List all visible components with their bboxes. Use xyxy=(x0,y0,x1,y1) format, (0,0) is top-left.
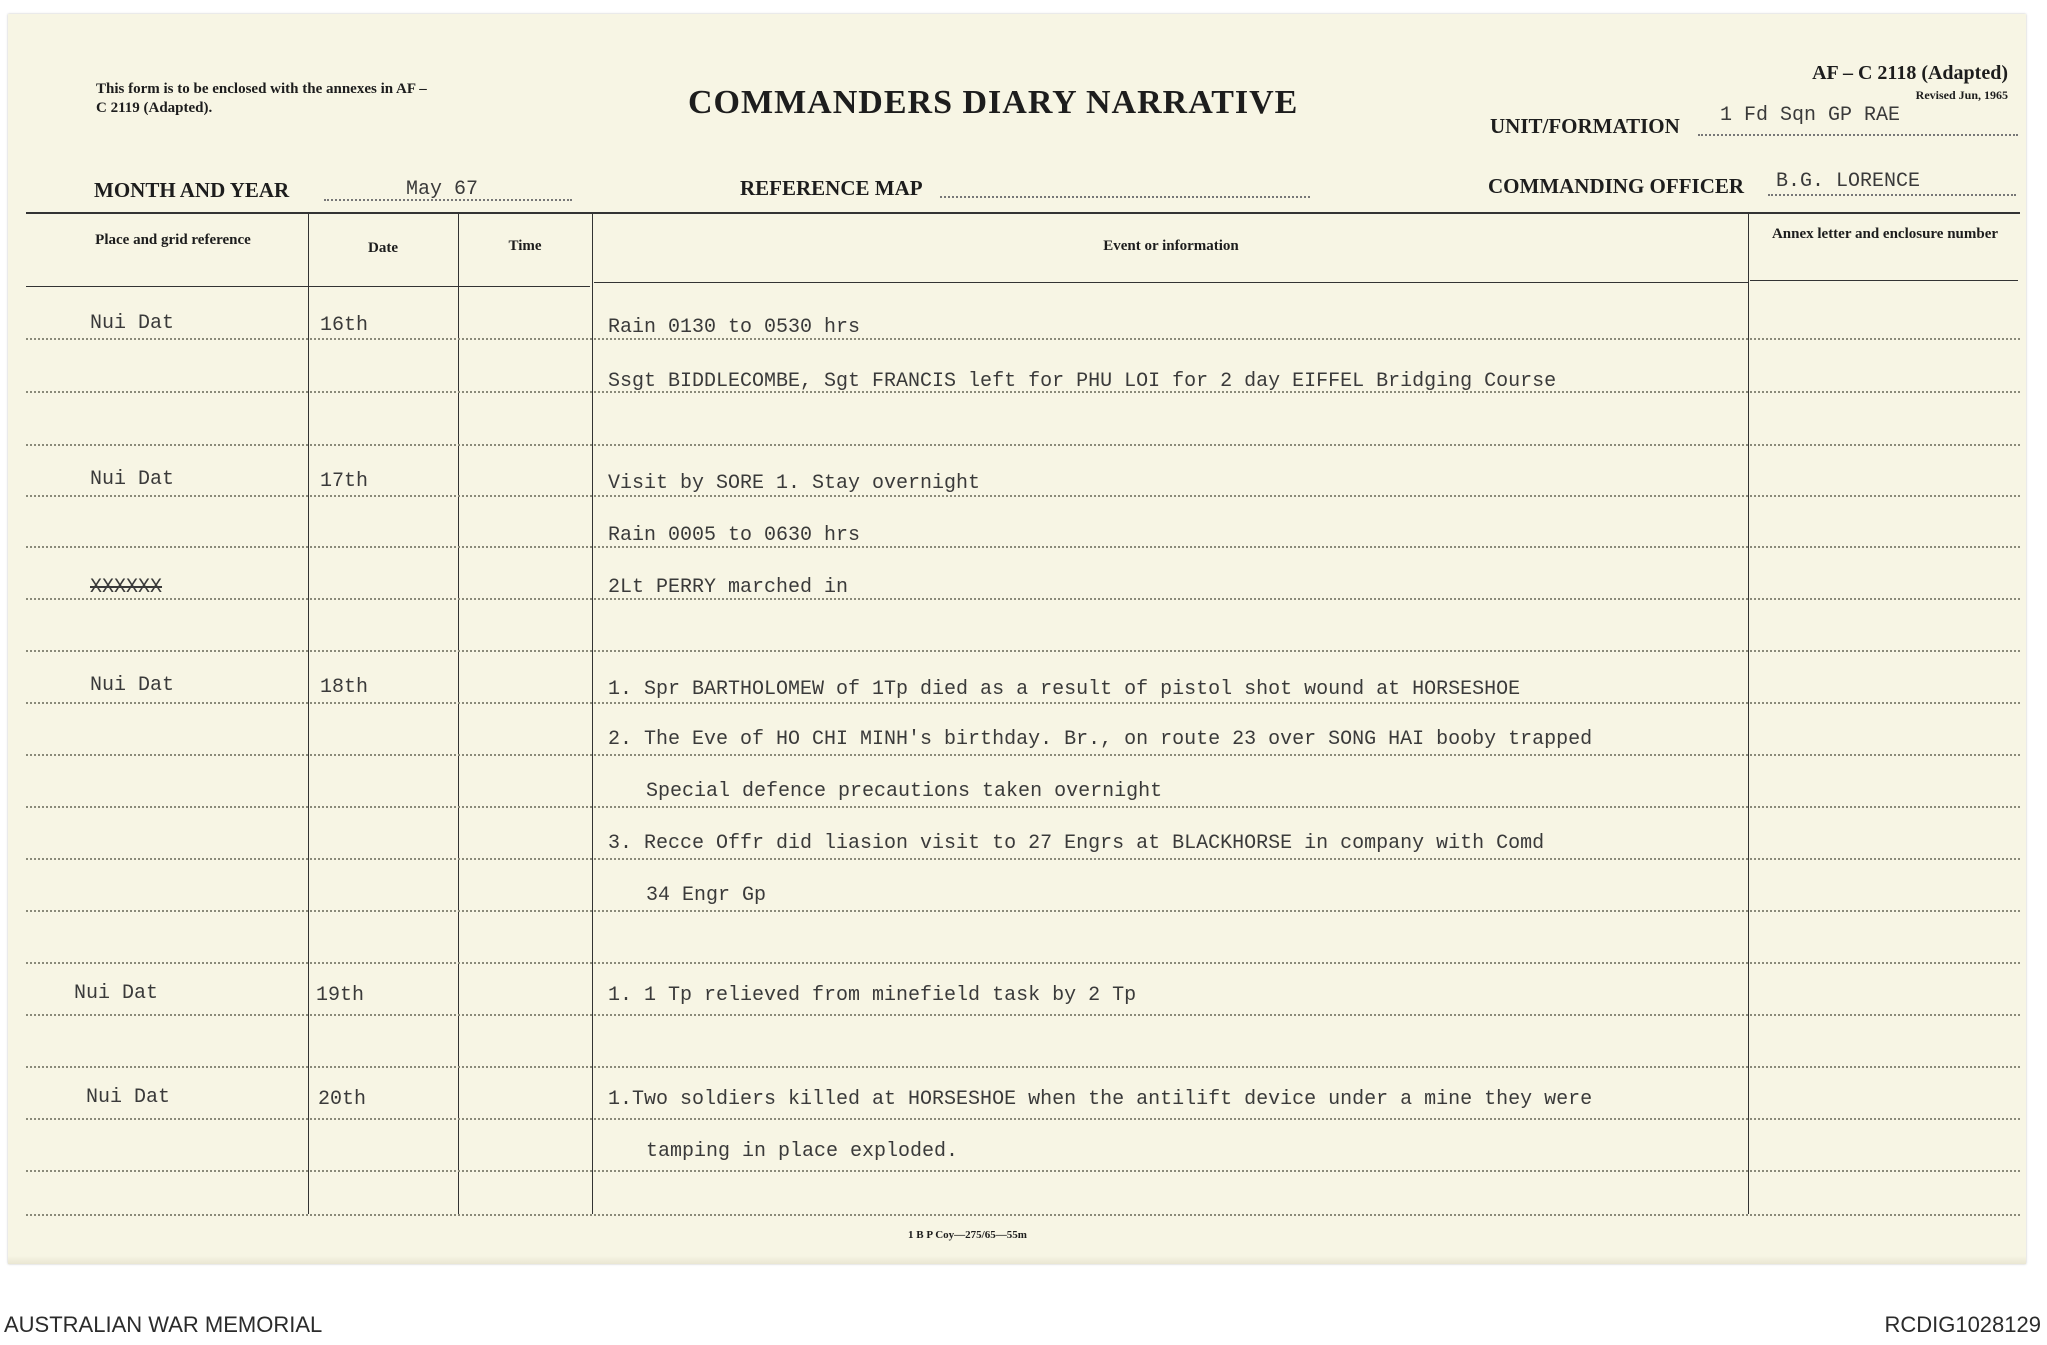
commanding-officer-value: B.G. LORENCE xyxy=(1776,170,1921,193)
row-line xyxy=(26,1014,2020,1016)
month-year-label: MONTH AND YEAR xyxy=(94,178,290,202)
entry-date: 18th xyxy=(320,676,369,699)
entry-place: Nui Dat xyxy=(90,674,175,697)
entry-text: Rain 0130 to 0530 hrs xyxy=(608,316,861,339)
column-header-event: Event or information xyxy=(1103,238,1239,254)
row-line xyxy=(26,910,2020,912)
header-rule-place xyxy=(26,286,308,287)
page-title: COMMANDERS DIARY NARRATIVE xyxy=(688,84,1299,121)
entry-text: 1.Two soldiers killed at HORSESHOE when the antilift device under a mine they were xyxy=(608,1088,1593,1111)
row-line xyxy=(26,754,2020,756)
entry-place: Nui Dat xyxy=(90,468,175,491)
form-number: AF – C 2118 (Adapted) xyxy=(1812,62,2008,84)
entry-text: Rain 0005 to 0630 hrs xyxy=(608,524,861,547)
entry-text: Special defence precautions taken overnight xyxy=(646,780,1163,803)
entry-text: 1. 1 Tp relieved from minefield task by 2 Tp xyxy=(608,984,1137,1007)
column-header-annex: Annex letter and enclosure number xyxy=(1771,226,1999,242)
unit-label: UNIT/FORMATION xyxy=(1490,114,1680,138)
header-rule-date xyxy=(308,286,458,287)
revised-date: Revised Jun, 1965 xyxy=(1915,88,2008,102)
header-rule-event xyxy=(594,282,1748,283)
row-line xyxy=(26,806,2020,808)
header-rule-time xyxy=(458,286,590,287)
entry-text: 34 Engr Gp xyxy=(646,884,767,907)
row-line xyxy=(26,546,2020,548)
entry-text: 1. Spr BARTHOLOMEW of 1Tp died as a result of pistol shot wound at HORSESHOE xyxy=(608,678,1521,701)
enclose-note: This form is to be enclosed with the annexes in AF – C 2119 (Adapted). xyxy=(96,81,427,116)
row-line xyxy=(26,1066,2020,1068)
row-line xyxy=(26,444,2020,446)
row-line xyxy=(26,1214,2020,1216)
entry-text: Ssgt BIDDLECOMBE, Sgt FRANCIS left for PHU LOI for 2 day EIFFEL Bridging Course xyxy=(608,370,1557,393)
unit-dotline xyxy=(1698,134,2018,136)
entry-text: 2. The Eve of HO CHI MINH's birthday. Br., on route 23 over SONG HAI booby trapped xyxy=(608,728,1593,751)
print-code: 1 B P Coy—275/65—55m xyxy=(908,1229,1027,1241)
row-line xyxy=(26,598,2020,600)
entry-place: Nui Dat xyxy=(90,312,175,335)
month-year-value: May 67 xyxy=(406,178,479,201)
entry-place-struck: XXXXXX xyxy=(90,576,163,599)
archive-bar xyxy=(0,1312,2047,1345)
row-line xyxy=(26,650,2020,652)
header-rule-annex xyxy=(1750,280,2018,281)
row-line xyxy=(26,1118,2020,1120)
reference-map-dotline xyxy=(940,196,1310,198)
row-line xyxy=(26,858,2020,860)
commanding-officer-label: COMMANDING OFFICER xyxy=(1488,174,1745,198)
reference-map-label: REFERENCE MAP xyxy=(740,176,923,200)
entry-text: 2Lt PERRY marched in xyxy=(608,576,849,599)
entry-place: Nui Dat xyxy=(74,982,159,1005)
entry-text: tamping in place exploded. xyxy=(646,1140,959,1163)
unit-value: 1 Fd Sqn GP RAE xyxy=(1720,104,1901,127)
entry-date: 19th xyxy=(316,984,365,1007)
row-line xyxy=(26,495,2020,497)
column-divider-3 xyxy=(592,214,593,1214)
column-header-time: Time xyxy=(508,238,542,254)
row-line xyxy=(26,1170,2020,1172)
entry-date: 20th xyxy=(318,1088,367,1111)
entry-text: 3. Recce Offr did liasion visit to 27 Engrs at BLACKHORSE in company with Comd xyxy=(608,832,1545,855)
column-header-place: Place and grid reference xyxy=(95,232,251,248)
row-line xyxy=(26,962,2020,964)
column-divider-1 xyxy=(308,214,309,1214)
entry-date: 16th xyxy=(320,314,369,337)
row-line xyxy=(26,338,2020,340)
archive-name: AUSTRALIAN WAR MEMORIAL xyxy=(4,1312,323,1337)
entry-text: Visit by SORE 1. Stay overnight xyxy=(608,472,981,495)
archive-id: RCDIG1028129 xyxy=(1884,1312,2041,1337)
column-divider-2 xyxy=(458,214,459,1214)
column-divider-4 xyxy=(1748,214,1749,1214)
entry-place: Nui Dat xyxy=(86,1086,171,1109)
table-top-rule xyxy=(26,212,2020,214)
entry-date: 17th xyxy=(320,470,369,493)
column-header-date: Date xyxy=(368,240,398,256)
commanding-officer-dotline xyxy=(1768,194,2016,196)
row-line xyxy=(26,702,2020,704)
diary-sheet xyxy=(8,14,2026,1264)
